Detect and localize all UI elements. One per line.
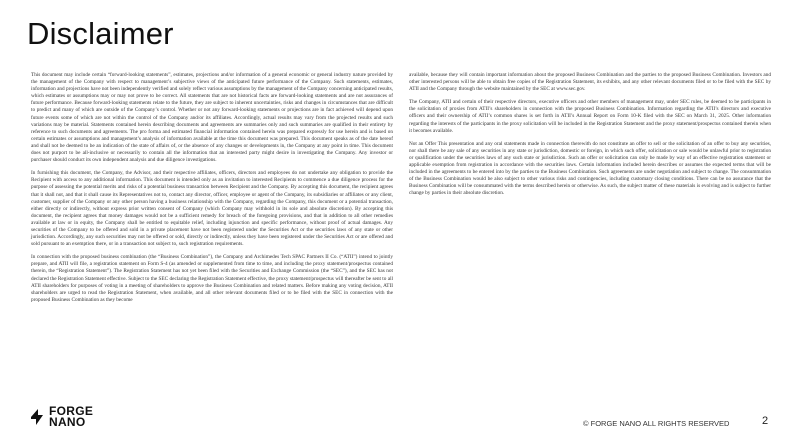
paragraph-no-obligation: In furnishing this document, the Company, the Advisor, and their respective affiliates, officers, directors and employees do not undertake any obligation to provide the Recipient with access to any additional information. This document is intended only as an invitation to interested Recipients to commence a due diligence process for the purpose of assessing the potential merits and risks of a potential business transaction between Recipient and the Company. By accepting this document, the recipient agrees that it shall not, and that it shall cause its Representatives not to, contact any director, officer, employee or agent of the Company, its subsidiaries or affiliates or any client, customer, supplier of the Company or any other person having a business relationship with the Company, regarding the Company, this document or a potential transaction, either directly or indirectly, without express prior written consent of Company (which Company may withhold in its sole and absolute discretion). By accepting this document, the recipient agrees that money damages would not be a sufficient remedy for breach of the foregoing provisions, and that in addition to all other remedies available at law or in equity, the Company shall be entitled to equitable relief, including injunction and specific performance, without proof of actual damages. Any securities of the Company to be offered and sold in a private placement have not been registered under the Securities Act or the securities laws of any state or other jurisdiction. Accordingly, any such securities may not be offered or sold, directly or indirectly, unless they have been registered under the Securities Act or are offered and sold pursuant to an exemption there, or in a transaction not subject to, such registration requirements. [31, 170, 393, 248]
right-column [409, 72, 771, 398]
left-column [31, 72, 393, 398]
paragraph-not-an-offer: Not an Offer This presentation and any oral statements made in connection therewith do not constitute an offer to sell or the solicitation of an offer to buy any securities, nor shall there be any sale of any securities in any state or jurisdiction, domestic or foreign, in which such offer, solicitation or sale would be unlawful prior to registration or qualification under the securities laws of any such state or jurisdiction. Such an offer or solicitation can only be made by way of an effective registration statement or applicable exemption from registration in accordance with the securities laws. Certain information included herein describes or assumes the expected terms that will be included in the agreements to be entered into by the parties to the Business Combination. Such agreements are under negotiation and subject to change. The consummation of the Business Combination would be also subject to other various risks and contingencies, including customary closing conditions. There can be no assurance that the Business Combination will be consummated with the terms described herein or otherwise. As such, the subject matter of these materials is evolving and is subject to further change by parties in their absolute discretion. [409, 140, 771, 197]
disclaimer-body [31, 72, 771, 398]
logo-line-forge: FORGE [49, 404, 94, 418]
page-title: Disclaimer [27, 16, 174, 51]
paragraph-business-combination: In connection with the proposed business combination (the “Business Combination”), the Company and Archimedes Tech SPAC Partners II Co. (“ATII”) intend to jointly prepare, and ATII will file, a registration statement on Form S-4 (as amended or supplemented from time to time, and including the proxy statement/prospectus contained therein, the “Registration Statement”). The Registration Statement has not yet been filed with the Securities and Exchange Commission (the “SEC”), and the SEC has not declared the Registration Statement effective. Subject to the SEC declaring the Registration Statement effective, the proxy statement/prospectus will thereafter be sent to all ATII shareholders for purposes of voting in a meeting of shareholders to approve the Business Combination and related matters. Before making any voting decision, ATII shareholders are urged to read the Registration Statement, when available, and all other relevant documents filed or to be filed with the SEC in connection with the proposed Business Combination as they become [31, 254, 393, 303]
forge-nano-logo-icon [29, 407, 45, 427]
copyright-notice: © FORGE NANO ALL RIGHTS RESERVED [583, 419, 730, 428]
paragraph-availability: available, because they will contain important information about the proposed Business Combination and the parties to the proposed Business Combination. Investors and other interested persons will be able to obtain free copies of the Registration Statement, its exhibits, and any other relevant documents filed or to be filed with the SEC by ATII and the Company through the website maintained by the SEC at www.sec.gov. [409, 72, 771, 93]
page-number: 2 [762, 415, 769, 427]
logo-wordmark [49, 406, 93, 428]
logo-line-nano: NANO [49, 415, 86, 429]
paragraph-forward-looking: This document may include certain “forward-looking statements”, estimates, projections and/or information of a general economic or general industry nature provided by the management of the Company with respect to management’s subjective views of the anticipated future performance of the Company. Such statements, estimates, information and projections have not been independently verified and solely reflect various assumptions by the management of the Company concerning anticipated results, which estimates or assumptions may or may not prove to be correct. All statements that are not historical facts are forward-looking statements and are not assurances of future performance. Because forward-looking statements relate to the future, they are subject to inherent uncertainties, risks and changes in circumstances that are difficult to predict and many of which are outside of the Company’s control. Whether or not any forward-looking statements or projections are in fact achieved will depend upon future events some of which are not within the control of the Company and/or its affiliates. Accordingly, actual results may vary from the projected results and such variations may be material. Statements contained herein describing documents and agreements are summaries only and such summaries are qualified in their entirety by reference to such documents and agreements. The pro forma and estimated financial information contained herein was prepared expressly for use herein and is based on certain estimates or assumptions and management’s analysis of information available at the time this document was prepared. This document speaks as of the date hereof and shall not be deemed to be an indication of the state of affairs of, or the absence of any changes or developments in, the Company at any point in time. This document does not purport to be all-inclusive or necessarily to contain all the information that an interested party might desire in investigating the Company. Any investor or purchaser should conduct its own independent analysis and due diligence investigations. [31, 72, 393, 164]
paragraph-participants: The Company, ATII and certain of their respective directors, executive officers and other members of management may, under SEC rules, be deemed to be participants in the solicitation of proxies from ATII’s shareholders in connection with the proposed Business Combination. Information regarding the ATII’s directors and executive officers and their ownership of ATII’s common shares is set forth in ATII’s Annual Report on Form 10-K filed with the SEC on March 31, 2025. Other information regarding the interests of the participants in the proxy solicitation will be included in the Registration Statement and the proxy statement/prospectus contained therein when it becomes available. [409, 99, 771, 134]
forge-nano-logo [29, 406, 93, 428]
